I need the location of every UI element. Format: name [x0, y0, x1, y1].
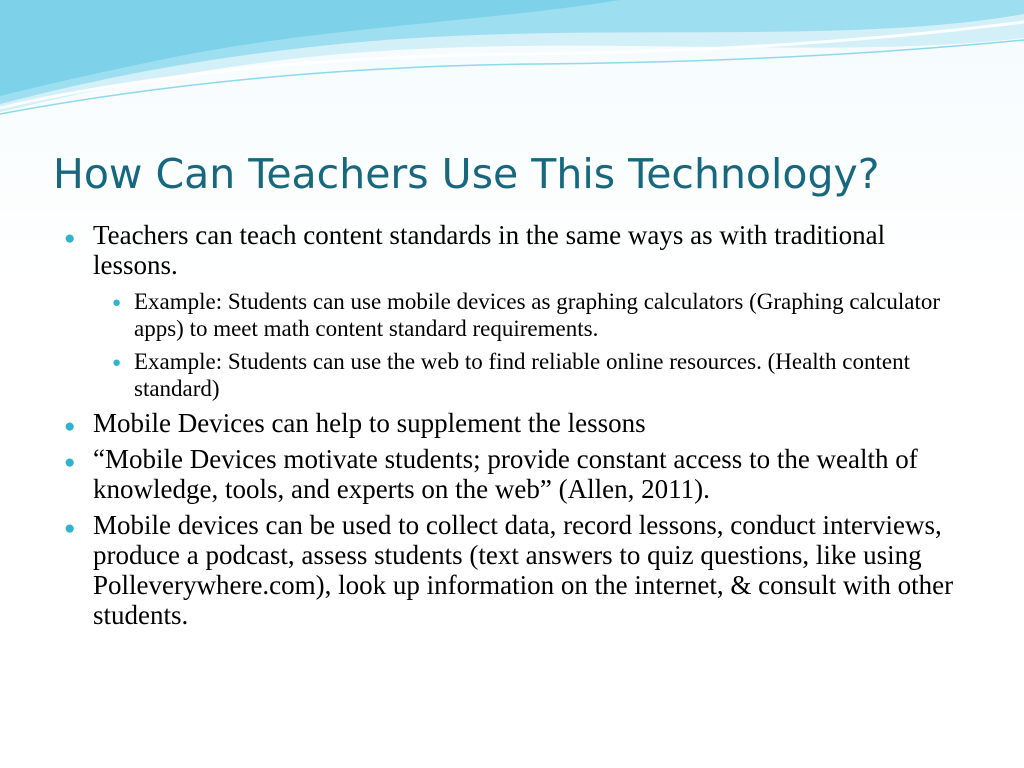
sub-bullet-list [93, 288, 970, 402]
bullet-item [60, 510, 970, 630]
bullet-item [60, 220, 970, 402]
bullet-item [60, 444, 970, 504]
header-wave-decoration [0, 0, 1024, 120]
sub-bullet-text: Example: Students can use mobile devices as graphing calculators (Graphing calculator apps) to meet math content standard requirements. [134, 289, 941, 341]
bullet-text: Mobile Devices can help to supplement the lessons [93, 408, 646, 438]
bullet-text: Teachers can teach content standards in the same ways as with traditional lessons. [93, 220, 886, 280]
bullet-circle-icon: ● [64, 518, 76, 539]
slide-content [60, 220, 970, 636]
slide-title: How Can Teachers Use This Technology? [53, 150, 880, 198]
sub-bullet-circle-icon: ● [112, 295, 122, 311]
bullet-item [60, 408, 970, 438]
sub-bullet-circle-icon: ● [112, 355, 122, 371]
bullet-list [60, 220, 970, 630]
bullet-text: Mobile devices can be used to collect data, record lessons, conduct interviews, produce a podcast, assess students (text answers to quiz questions, like using Polleverywhere.com), look up information on the internet, & consult with other students. [93, 510, 954, 630]
sub-bullet-text: Example: Students can use the web to find reliable online resources. (Health content standard) [134, 349, 911, 401]
sub-bullet-item [93, 348, 970, 402]
bullet-circle-icon: ● [64, 416, 76, 437]
bullet-circle-icon: ● [64, 452, 76, 473]
bullet-text: “Mobile Devices motivate students; provide constant access to the wealth of knowledge, tools, and experts on the web” (Allen, 2011). [93, 444, 918, 504]
bullet-circle-icon: ● [64, 228, 76, 249]
sub-bullet-item [93, 288, 970, 342]
